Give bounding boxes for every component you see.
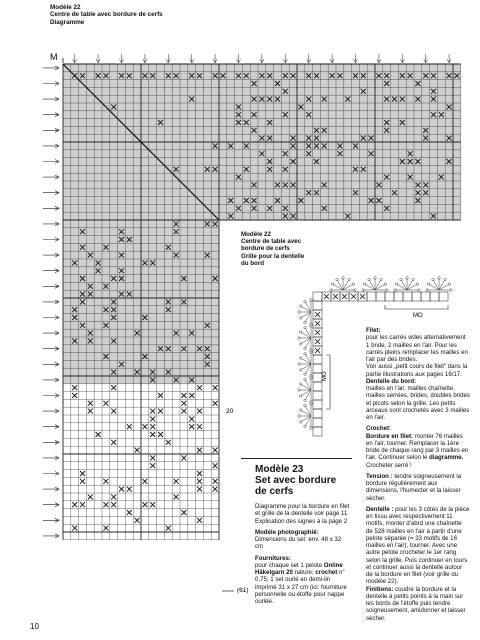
stitch-x (166, 440, 171, 445)
lace-cell (313, 301, 322, 310)
stitch-x (103, 502, 108, 507)
stitch-x (197, 448, 202, 453)
picot-fan (298, 351, 313, 378)
stitch-x (80, 479, 85, 484)
row-arrow (43, 487, 59, 491)
row-arrow (43, 347, 59, 351)
border-grid-caption (241, 231, 321, 267)
stitch-x (88, 494, 93, 499)
filet-section (366, 327, 470, 421)
lace-cell (394, 292, 403, 301)
lace-x (342, 294, 347, 299)
lace-cell (421, 292, 430, 301)
mo-label-side: MO (322, 371, 328, 381)
row-arrow (43, 331, 59, 335)
dentelle2-title: Dentelle : (366, 505, 394, 513)
picot-loop (304, 425, 307, 428)
stitch-x (80, 471, 85, 476)
column-arrow (260, 54, 264, 63)
stitch-x (213, 448, 218, 453)
dentelle2-section (366, 506, 470, 622)
filet-title: Filet: (366, 327, 381, 334)
row-arrow (43, 175, 59, 179)
row-arrow (43, 97, 59, 101)
row-arrow (43, 378, 59, 382)
stitch-x (72, 393, 77, 398)
card-title (255, 464, 350, 497)
crochet-end: Crocheter serré ! (366, 461, 412, 469)
supplies-crochet: crochet (315, 569, 338, 576)
row-arrow (43, 284, 59, 288)
crochet-label: Bordure en filet: (366, 432, 414, 440)
crochet-bold: diagramme. (429, 454, 464, 462)
caption-line5: du bord (241, 259, 265, 267)
picot-fan (330, 277, 357, 292)
finitions-title: Finitions: (366, 585, 394, 593)
stitch-x (103, 401, 108, 406)
card-subtitle: Set avec bordure de cerfs (255, 475, 337, 497)
column-arrow (213, 54, 217, 63)
row-arrow (43, 534, 59, 538)
lace-cell (313, 292, 322, 301)
row-arrow (43, 300, 59, 304)
row-number-20: 20 (226, 408, 234, 415)
stitch-x (103, 526, 108, 531)
column-arrow (190, 54, 194, 63)
lace-x (315, 339, 320, 344)
stitch-x (197, 424, 202, 429)
stitch-x (150, 424, 155, 429)
instructions-column (366, 327, 470, 626)
stitch-x (181, 455, 186, 460)
row-arrow (43, 472, 59, 476)
stitch-x (150, 416, 155, 421)
supplies-title: Fournitures: (255, 554, 291, 562)
stitch-x (150, 409, 155, 414)
column-arrow (73, 54, 77, 63)
lace-cell (385, 292, 394, 301)
stitch-x (142, 424, 147, 429)
lace-cell (313, 409, 322, 418)
stitch-x (150, 502, 155, 507)
caption-line4: Grille pour la dentelle (241, 252, 305, 260)
stitch-x (96, 432, 101, 437)
stitch-x (213, 463, 218, 468)
picot-fan (362, 277, 389, 292)
stitch-x (150, 432, 155, 437)
stitch-x (127, 424, 132, 429)
stitch-x (197, 487, 202, 492)
model-title: Centre de table avec bordure de cerfs (50, 11, 163, 19)
row-arrow (43, 206, 59, 210)
picot-fan (298, 299, 313, 326)
column-arrow (96, 54, 100, 63)
column-arrow (307, 54, 311, 63)
lace-cell (313, 355, 322, 364)
picot-loop (448, 283, 451, 286)
lace-cell (439, 292, 448, 301)
lace-x (315, 321, 320, 326)
stitch-x (181, 409, 186, 414)
stitch-x (181, 510, 186, 515)
stitch-x (103, 479, 108, 484)
stitch-x (197, 471, 202, 476)
tension-section (366, 473, 470, 502)
lace-cell (313, 373, 322, 382)
row-arrow (43, 253, 59, 257)
stitch-x (181, 401, 186, 406)
stitch-x (189, 393, 194, 398)
mo-label-top: MO (413, 313, 423, 319)
row-arrow (43, 440, 59, 444)
lace-x (333, 294, 338, 299)
column-arrow (166, 54, 170, 63)
supplies-a: pour chaque set 1 pelote (255, 561, 323, 569)
card-photo (255, 529, 350, 551)
crochet-title: Crochet: (366, 425, 392, 433)
row-arrow (43, 238, 59, 242)
mo-bracket-side (326, 355, 330, 409)
row-arrow (43, 425, 59, 429)
row-arrow (43, 269, 59, 273)
lace-cell (313, 418, 322, 427)
picot-fan (298, 377, 313, 404)
row-arrow (43, 518, 59, 522)
stitch-x (197, 385, 202, 390)
row-arrow (43, 503, 59, 507)
supplies-b: nature; (294, 569, 314, 576)
lace-x (315, 330, 320, 335)
lace-cell (412, 292, 421, 301)
page-number: 10 (30, 622, 39, 631)
picot-fan (394, 277, 421, 292)
card-supplies (255, 555, 350, 606)
column-arrow (424, 54, 428, 63)
card-divider (241, 458, 352, 459)
supplies-c: n° 0,75; 1 set ourlé en demi-lin imprimé 31 x 27 cm (ici: fourniture personnelle ou étoffe pour nappe ourlée. (255, 569, 347, 605)
picot-fan (298, 403, 313, 430)
stitch-x (127, 510, 132, 515)
row-arrow (43, 394, 59, 398)
picot-loop (304, 399, 307, 402)
lace-cell (313, 382, 322, 391)
picot-loop (304, 373, 307, 376)
finitions-body: coudre la bordure et la dentelle à petits points à la main sur les bords de l'étoffe puis tendre soigneusement, amidonner et laisser sécher. (366, 585, 466, 622)
dentelle-title: Dentelle du bord: (366, 377, 417, 385)
lace-cell (313, 427, 322, 436)
stitch-x (111, 385, 116, 390)
stitch-x (174, 479, 179, 484)
crochet-body: monter 76 mailles en l'air, tourner. Remplacer la 1ère bride de chaque rang par 3 mailles en l'air. Continuer selon le (366, 432, 469, 462)
column-arrow (354, 54, 358, 63)
photo-title: Modèle photographié: (255, 528, 319, 536)
filet-ref: Voir aussi „petit cours de filet“ dans la partie illustrations aux pages 16/17. (366, 363, 468, 378)
crochet-section (366, 425, 470, 469)
stitch-x (213, 401, 218, 406)
row-arrow (43, 362, 59, 366)
picot-fan (298, 325, 313, 352)
stitch-x (127, 487, 132, 492)
row-arrow (43, 144, 59, 148)
row-arrow (43, 128, 59, 132)
row-arrow (43, 66, 59, 70)
row-arrow (43, 222, 59, 226)
stitch-x (166, 526, 171, 531)
stitch-x (88, 401, 93, 406)
picot-loop (304, 347, 307, 350)
stitch-x (158, 409, 163, 414)
stitch-x (111, 502, 116, 507)
column-arrow (237, 54, 241, 63)
stitch-x (135, 448, 140, 453)
stitch-x (119, 487, 124, 492)
lace-x (315, 312, 320, 317)
row-arrow (43, 191, 59, 195)
stitch-x (72, 502, 77, 507)
stitch-x (158, 393, 163, 398)
lace-cell (367, 292, 376, 301)
m-marker-label: M (50, 52, 58, 62)
lace-cell (430, 292, 439, 301)
lace-x (324, 294, 329, 299)
stitch-x (111, 440, 116, 445)
row-number-61: (61) (237, 587, 249, 594)
column-arrow (447, 54, 451, 63)
figure-label: Diagramme (50, 18, 85, 26)
photo-body: Dimensions du set: env. 48 x 32 cm (255, 536, 342, 551)
column-arrow (400, 54, 404, 63)
column-arrow (120, 54, 124, 63)
supplies-brand: Online Häkelgarn 20 (255, 561, 343, 576)
row-arrow (43, 456, 59, 460)
column-arrow (283, 54, 287, 63)
dentelle2-body: pour les 3 côtés de la pièce en tissu avec respectivement 11 motifs, monter d'abrd une chaînette de 528 mailles en l'air à partir d'une pelote séparée (= 33 motifs de 16 mailles en l'air), tourner. Avec une autre pelote crocheter le 1er rang selon la grille. Puis continuer en tours et continuer aussi la dentelle autour de la bordure en filet (voir grille du modèle 22). (366, 505, 470, 586)
picot-loop (416, 283, 419, 286)
tension-title: Tension : (366, 472, 393, 480)
column-arrow (377, 54, 381, 63)
model-number: Modèle 22 (50, 4, 81, 11)
stitch-x (189, 416, 194, 421)
stitch-x (111, 494, 116, 499)
card-title-text: Modèle 23 (255, 464, 304, 475)
stitch-x (189, 424, 194, 429)
tension-body: tendre soigneusement la bordure régulièrement aux dimensions, l'humecter et la laisser sécher. (366, 472, 462, 502)
lace-cell (313, 400, 322, 409)
stitch-x (72, 385, 77, 390)
caption-line3: bordure de cerfs (241, 245, 290, 253)
stitch-x (197, 518, 202, 523)
column-arrow (330, 54, 334, 63)
row-arrow (43, 316, 59, 320)
stitch-x (174, 494, 179, 499)
stitch-x (142, 479, 147, 484)
column-arrow (143, 54, 147, 63)
card-intro: Diagramme pour la bordure en filet et grille de la dentelle voir page 11 Explication des signes à la page 2 (255, 503, 350, 525)
picot-fan (426, 277, 453, 292)
picot-loop (384, 283, 387, 286)
model23-card (255, 464, 350, 609)
stitch-x (213, 479, 218, 484)
stitch-x (72, 526, 77, 531)
lace-cell (376, 292, 385, 301)
row-arrow (43, 82, 59, 86)
stitch-x (158, 432, 163, 437)
stitch-x (197, 409, 202, 414)
row-arrow (43, 160, 59, 164)
lace-x (315, 348, 320, 353)
stitch-x (213, 487, 218, 492)
stitch-x (181, 393, 186, 398)
caption-line2: Centre de table avec (241, 238, 302, 246)
stitch-x (142, 502, 147, 507)
row-arrow (43, 409, 59, 413)
filet-body: pour les carrés vides alternativement 1 bride, 2 mailles en l'air. Pour les carrés pleins remplacer les mailles en l'air par des brides. (366, 334, 468, 363)
lace-x (351, 294, 356, 299)
stitch-x (213, 385, 218, 390)
stitch-x (80, 502, 85, 507)
picot-loop (304, 321, 307, 324)
lace-cell (403, 292, 412, 301)
stitch-x (111, 409, 116, 414)
picot-loop (352, 283, 355, 286)
stitch-x (197, 479, 202, 484)
stitch-x (150, 455, 155, 460)
row-arrow (43, 113, 59, 117)
dentelle-body: mailles en l'air, mailles chaînette, mailles serrées, brides, doubles brides et picots selon la grille. Les petits arceaux sont crochetés avec 3 mailles en l'air. (366, 385, 470, 421)
stitch-x (88, 409, 93, 414)
stitch-x (135, 518, 140, 523)
lace-cell (313, 364, 322, 373)
lace-cell (313, 391, 322, 400)
caption-model: Modèle 22 (241, 231, 271, 238)
mo-bracket-top (385, 305, 448, 309)
stitch-x (150, 463, 155, 468)
lace-x (360, 294, 365, 299)
